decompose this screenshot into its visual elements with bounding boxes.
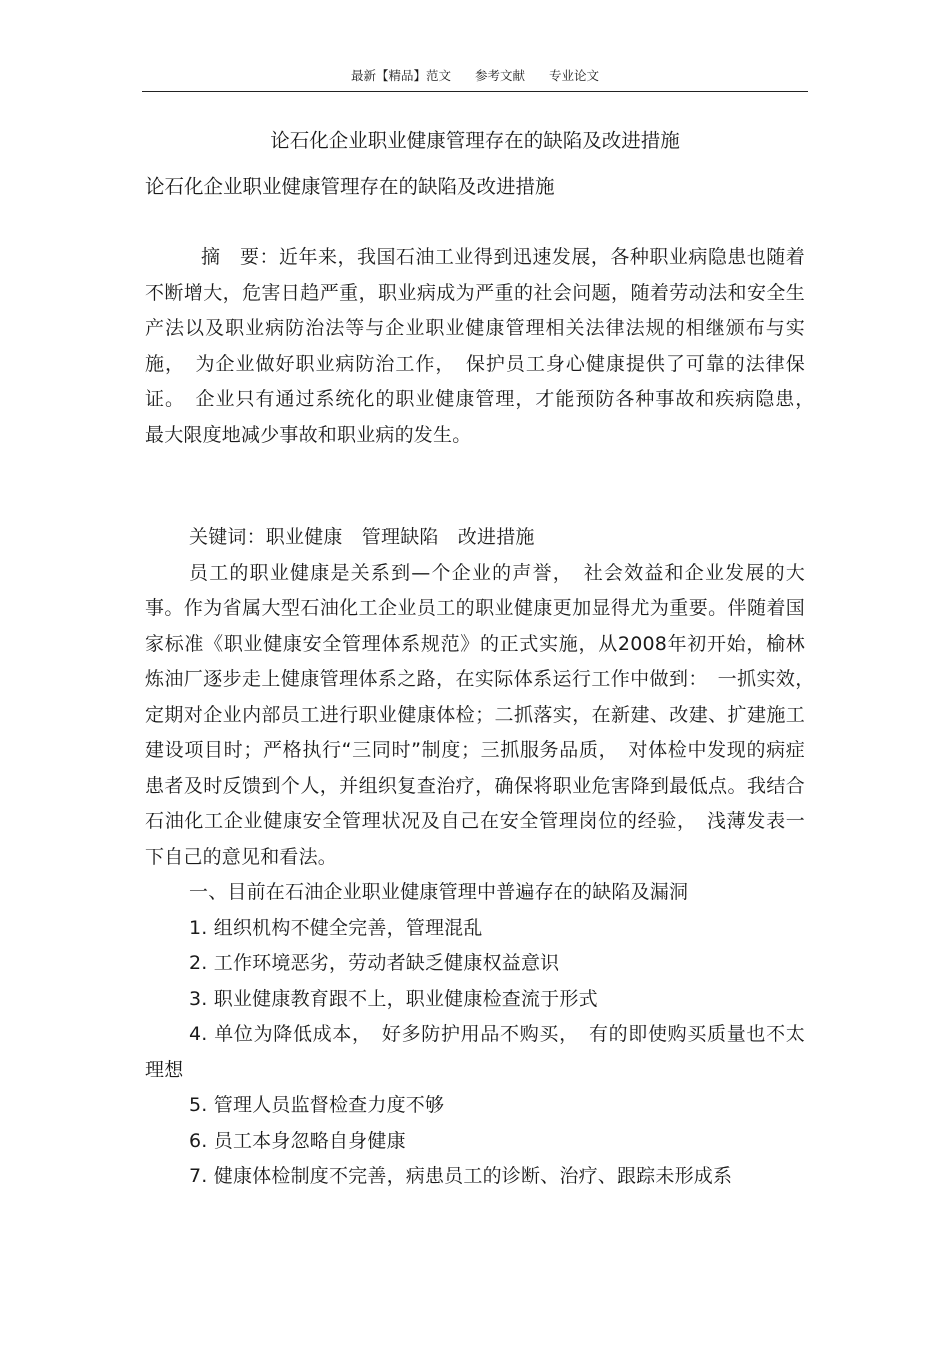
intro-paragraph: 员工的职业健康是关系到—个企业的声誉， 社会效益和企业发展的大事。作为省属大型石油化工企业员工的职业健康更加显得尤为重要。伴随着国家标准《职业健康安全管理体系规范》的正式实施，从2008年初开始，榆林炼油厂逐步走上健康管理体系之路，在实际体系运行工作中做到： 一抓实效， 定期对企业内部员工进行职业健康体检；二抓落实，在新建、改建、扩建施工建设项目时；严格执行“三同时”制度；三抓服务品质， 对体检中发现的病症患者及时反馈到个人，并组织复查治疗，确保将职业危害降到最低点。我结合石油化工企业健康安全管理状况及自己在安全管理岗位的经验， 浅薄发表一下自己的意见和看法。 [145,561,825,868]
list-item: 4. 单位为降低成本， 好多防护用品不购买， 有的即使购买质量也不太理想 [145,1023,805,1081]
list-item: 2. 工作环境恶劣，劳动者缺乏健康权益意识 [189,952,560,974]
list-item: 1. 组织机构不健全完善，管理混乱 [189,916,483,939]
list-item: 3. 职业健康教育跟不上，职业健康检查流于形式 [189,987,598,1010]
list-item: 6. 员工本身忽略自身健康 [189,1129,406,1152]
header-item-papers: 专业论文 [548,68,599,83]
page-header [142,64,808,92]
abstract-section [145,240,825,453]
document-title: 论石化企业职业健康管理存在的缺陷及改进措施 [270,129,680,152]
document-subtitle: 论石化企业职业健康管理存在的缺陷及改进措施 [145,175,555,198]
list-item: 5. 管理人员监督检查力度不够 [189,1094,445,1116]
list-item: 7. 健康体检制度不完善，病患员工的诊断、治疗、跟踪未形成系 [189,1165,733,1187]
header-divider [142,91,808,92]
main-body [145,520,825,1195]
header-item-references: 参考文献 [474,68,525,83]
keywords-line: 关键词：职业健康 管理缺陷 改进措施 [189,526,535,548]
abstract-paragraph: 摘 要：近年来，我国石油工业得到迅速发展，各种职业病隐患也随着不断增大，危害日趋严重，职业病成为严重的社会问题，随着劳动法和安全生产法以及职业病防治法等与企业职业健康管理相关法律法规的相继颁布与实施， 为企业做好职业病防治工作， 保护员工身心健康提供了可靠的法律保证。 企业只有通过系统化的职业健康管理，才能预防各种事故和疾病隐患， 最大限度地减少事故和职业病的发生。 [145,246,825,446]
header-item-latest: 最新【精品】范文 [350,68,451,83]
section-heading: 一、目前在石油企业职业健康管理中普遍存在的缺陷及漏洞 [189,881,689,903]
